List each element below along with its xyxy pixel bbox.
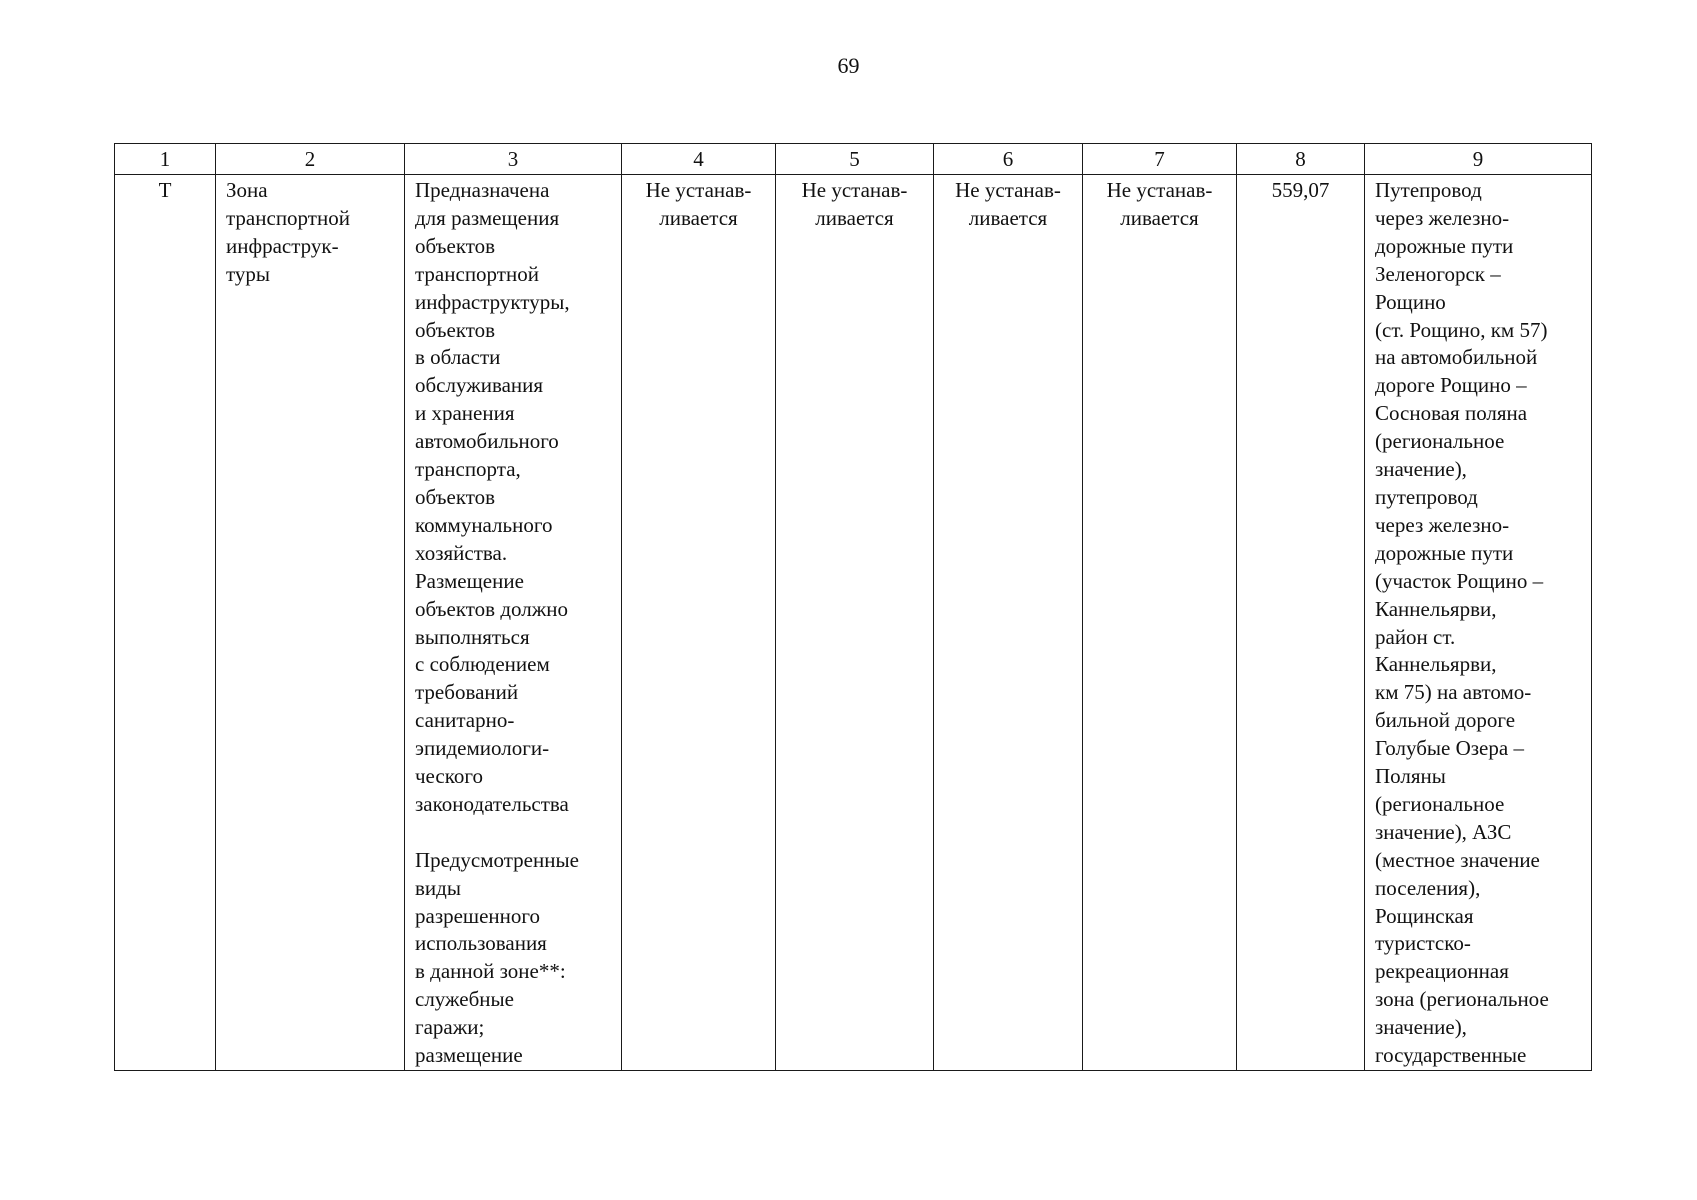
text-line: Путепровод (1375, 178, 1482, 202)
text-line: разрешенного (415, 903, 540, 928)
col7-cell (1083, 175, 1237, 1071)
description-part-2 (415, 847, 615, 1070)
text-line: использования (415, 931, 547, 956)
text-line: объектов (415, 317, 496, 342)
text-line: ливается (968, 205, 1048, 230)
text-line: Зона (226, 178, 268, 202)
text-line: значение), АЗС (1375, 819, 1512, 844)
text-line: выполняться (415, 624, 530, 649)
table-header-row (115, 144, 1592, 175)
zone-description-cell (405, 175, 622, 1071)
text-line: государственные (1375, 1043, 1527, 1068)
text-line: Не устанав- (955, 178, 1061, 202)
text-line: Поляны (1375, 764, 1446, 789)
text-line: Сосновая поляна (1375, 401, 1528, 426)
text-line: дороге Рощино – (1375, 373, 1527, 398)
text-line: гаражи; (415, 1015, 485, 1040)
text-line: инфраструктуры, (415, 289, 570, 314)
text-line: рекреационная (1375, 959, 1509, 984)
text-line: в области (415, 345, 501, 370)
text-line: значение), (1375, 457, 1467, 482)
text-line: зона (региональное (1375, 987, 1549, 1012)
area-cell (1237, 175, 1365, 1071)
text-line: транспортной (226, 205, 350, 230)
text-line: ливается (815, 205, 894, 230)
text-line: Не устанав- (1106, 178, 1213, 202)
text-line: туристско- (1375, 931, 1471, 956)
text-line: (ст. Рощино, км 57) (1375, 317, 1548, 342)
text-line: бильной дороге (1375, 708, 1516, 733)
text-line: объектов должно (415, 596, 568, 621)
text-line: коммунального (415, 512, 553, 537)
text-line: через железно- (1375, 205, 1510, 230)
text-line: Не устанав- (645, 178, 752, 202)
text-line: эпидемиологи- (415, 736, 550, 761)
page-number: 69 (837, 53, 860, 78)
column-header-4: 4 (622, 144, 776, 175)
text-line: санитарно- (415, 708, 515, 733)
text-line: (региональное (1375, 791, 1505, 816)
text-line: Размещение (415, 568, 524, 593)
text-line: на автомобильной (1375, 345, 1538, 370)
description-part-1 (415, 177, 615, 819)
column-header-5: 5 (776, 144, 934, 175)
text-line: служебные (415, 987, 514, 1012)
area-value: 559,07 (1271, 178, 1330, 202)
text-line: (участок Рощино – (1375, 568, 1544, 593)
text-line: район ст. (1375, 624, 1456, 649)
text-line: автомобильного (415, 429, 559, 454)
text-line: путепровод (1375, 484, 1478, 509)
column-header-9: 9 (1365, 144, 1592, 175)
paragraph-gap (415, 819, 615, 847)
objects-cell (1365, 175, 1592, 1071)
zone-name-cell (216, 175, 405, 1071)
column-header-3: 3 (405, 144, 622, 175)
text-line: Каннельярви, (1375, 596, 1497, 621)
text-line: требований (415, 680, 519, 705)
text-line: ливается (1120, 205, 1199, 230)
text-line: обслуживания (415, 373, 544, 398)
zone-code-cell (115, 175, 216, 1071)
text-line: ческого (415, 764, 483, 789)
text-line: Не устанав- (801, 178, 908, 202)
text-line: (региональное (1375, 429, 1505, 454)
text-line: Зеленогорск – (1375, 261, 1501, 286)
col4-cell (622, 175, 776, 1071)
text-line: для размещения (415, 205, 560, 230)
column-header-8: 8 (1237, 144, 1365, 175)
text-line: объектов (415, 233, 496, 258)
column-header-2: 2 (216, 144, 405, 175)
zoning-table (114, 143, 1592, 1071)
text-line: Каннельярви, (1375, 652, 1497, 677)
text-line: дорожные пути (1375, 540, 1514, 565)
col6-cell (934, 175, 1083, 1071)
text-line: Предусмотренные (415, 847, 579, 872)
text-line: значение), (1375, 1015, 1467, 1040)
text-line: поселения), (1375, 875, 1481, 900)
text-line: Голубые Озера – (1375, 736, 1524, 761)
zone-code: Т (158, 178, 172, 202)
text-line: размещение (415, 1043, 523, 1068)
text-line: Рощино (1375, 289, 1446, 314)
text-line: ливается (659, 205, 738, 230)
column-header-7: 7 (1083, 144, 1237, 175)
text-line: виды (415, 875, 461, 900)
text-line: Рощинская (1375, 903, 1474, 928)
text-line: транспортной (415, 261, 539, 286)
text-line: км 75) на автомо- (1375, 680, 1532, 705)
text-line: транспорта, (415, 457, 521, 482)
text-line: дорожные пути (1375, 233, 1514, 258)
text-line: законодательства (415, 791, 569, 816)
text-line: инфраструк- (226, 233, 339, 258)
text-line: Предназначена (415, 178, 550, 202)
text-line: хозяйства. (415, 540, 508, 565)
column-header-1: 1 (115, 144, 216, 175)
col5-cell (776, 175, 934, 1071)
text-line: и хранения (415, 401, 515, 426)
text-line: с соблюдением (415, 652, 550, 677)
table-row (115, 175, 1592, 1071)
text-line: объектов (415, 484, 496, 509)
column-header-6: 6 (934, 144, 1083, 175)
text-line: в данной зоне**: (415, 959, 566, 984)
text-line: туры (226, 261, 271, 286)
text-line: через железно- (1375, 512, 1510, 537)
text-line: (местное значение (1375, 847, 1540, 872)
